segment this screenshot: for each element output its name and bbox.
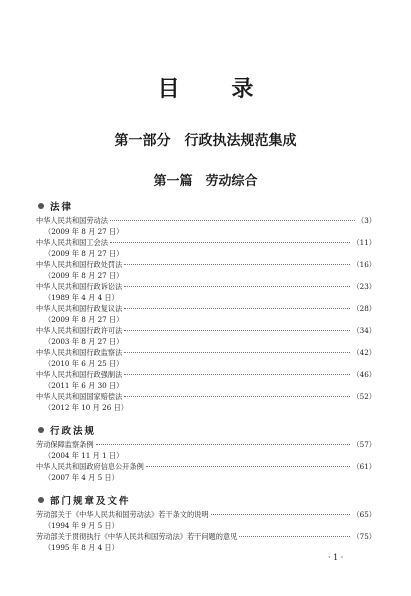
bullet-icon xyxy=(38,427,44,433)
toc-entry-title: 中华人民共和国行政处罚法 xyxy=(36,260,123,269)
dot-leader xyxy=(124,301,350,309)
dot-leader xyxy=(239,529,350,537)
toc-entry[interactable] xyxy=(36,509,376,531)
bullet-icon xyxy=(38,497,44,503)
page-number: · 1 · xyxy=(328,553,344,562)
dot-leader xyxy=(211,507,351,515)
toc-entry-date: （1989 年 4 月 4 日） xyxy=(44,293,119,302)
toc-entry-date: （2009 年 8 月 27 日） xyxy=(44,271,124,280)
toc-entry-date: （2007 年 4 月 5 日） xyxy=(44,473,119,482)
toc-entry[interactable] xyxy=(36,303,376,325)
dot-leader xyxy=(96,437,351,445)
toc-entry-title: 中华人民共和国行政监察法 xyxy=(36,348,123,357)
toc-entry-line xyxy=(36,531,376,542)
dot-leader xyxy=(124,323,350,331)
part-heading: 第一部分 行政执法规范集成 xyxy=(114,133,297,149)
toc-entry-title: 中华人民共和国工会法 xyxy=(36,238,108,247)
toc-entry-date: （1995 年 8 月 4 日） xyxy=(44,543,119,552)
toc-entry[interactable] xyxy=(36,259,376,281)
toc-entry-page: （61） xyxy=(352,462,376,471)
dot-leader xyxy=(124,257,350,265)
section-spacer xyxy=(36,413,376,419)
toc-entry-page: （42） xyxy=(352,348,376,357)
toc-entry-line xyxy=(36,439,376,450)
dot-leader xyxy=(124,279,350,287)
toc-entry-line xyxy=(36,281,376,292)
toc-entry-page: （11） xyxy=(352,238,376,247)
toc-entry[interactable] xyxy=(36,369,376,391)
section-heading xyxy=(36,423,376,437)
toc-entry-line xyxy=(36,347,376,358)
dot-leader xyxy=(110,235,351,243)
toc-entry-line xyxy=(36,237,376,248)
toc-entry-line xyxy=(36,303,376,314)
section-heading-label: 行政法规 xyxy=(50,426,97,437)
toc-entry[interactable] xyxy=(36,439,376,461)
dot-leader xyxy=(110,213,355,221)
table-of-contents xyxy=(36,195,376,553)
toc-entry-title: 中华人民共和国政府信息公开条例 xyxy=(36,462,144,471)
toc-entry-line xyxy=(36,259,376,270)
toc-entry-page: （52） xyxy=(352,392,376,401)
toc-entry-page: （28） xyxy=(352,304,376,313)
section-heading-label: 部门规章及文件 xyxy=(50,496,131,507)
toc-entry[interactable] xyxy=(36,461,376,483)
toc-entry-page: （57） xyxy=(352,440,376,449)
toc-entry-page: （16） xyxy=(352,260,376,269)
section-heading xyxy=(36,493,376,507)
toc-entry-date: （2011 年 6 月 30 日） xyxy=(44,381,124,390)
toc-entry-date: （2004 年 11 月 1 日） xyxy=(44,451,124,460)
toc-entry-title: 中华人民共和国国家赔偿法 xyxy=(36,392,123,401)
toc-entry-line xyxy=(36,509,376,520)
toc-entry-page: （23） xyxy=(352,282,376,291)
toc-entry[interactable] xyxy=(36,347,376,369)
toc-entry-page: （65） xyxy=(352,510,376,519)
toc-entry-page: （75） xyxy=(352,532,376,541)
toc-entry-line xyxy=(36,215,376,226)
toc-entry[interactable] xyxy=(36,215,376,237)
toc-entry-title: 中华人民共和国行政强制法 xyxy=(36,370,123,379)
dot-leader xyxy=(124,389,350,397)
section-heading-label: 法律 xyxy=(50,202,74,213)
toc-entry-title: 中华人民共和国行政许可法 xyxy=(36,326,123,335)
toc-entry[interactable] xyxy=(36,237,376,259)
toc-entry-date: （2009 年 8 月 27 日） xyxy=(44,227,124,236)
toc-entry-date: （2009 年 8 月 27 日） xyxy=(44,249,124,258)
toc-entry-page: （34） xyxy=(352,326,376,335)
toc-entry-title: 劳动部关于贯彻执行《中华人民共和国劳动法》若干问题的意见 xyxy=(36,532,238,541)
toc-entry-page: （3） xyxy=(357,216,376,225)
toc-entry-line xyxy=(36,461,376,472)
toc-entry-date: （2010 年 6 月 25 日） xyxy=(44,359,124,368)
chapter-heading: 第一篇 劳动综合 xyxy=(153,174,258,189)
toc-entry-date: （2012 年 10 月 26 日） xyxy=(44,403,128,412)
page-title: 目 录 xyxy=(157,76,276,102)
toc-entry-line xyxy=(36,325,376,336)
toc-entry-date: （1994 年 9 月 5 日） xyxy=(44,521,119,530)
toc-entry-date: （2003 年 8 月 27 日） xyxy=(44,337,124,346)
toc-entry-page: （46） xyxy=(352,370,376,379)
dot-leader xyxy=(124,345,350,353)
toc-entry-line xyxy=(36,369,376,380)
dot-leader xyxy=(124,367,350,375)
toc-entry-title: 中华人民共和国行政诉讼法 xyxy=(36,282,123,291)
toc-entry-date: （2009 年 8 月 27 日） xyxy=(44,315,124,324)
dot-leader xyxy=(146,459,351,467)
toc-entry-title: 中华人民共和国行政复议法 xyxy=(36,304,123,313)
section-spacer xyxy=(36,483,376,489)
toc-entry-title: 中华人民共和国劳动法 xyxy=(36,216,108,225)
toc-entry[interactable] xyxy=(36,531,376,553)
bullet-icon xyxy=(38,203,44,209)
toc-entry[interactable] xyxy=(36,391,376,413)
toc-entry-title: 劳动保障监察条例 xyxy=(36,440,94,449)
toc-entry[interactable] xyxy=(36,281,376,303)
toc-entry[interactable] xyxy=(36,325,376,347)
section-heading xyxy=(36,199,376,213)
toc-entry-title: 劳动部关于《中华人民共和国劳动法》若干条文的说明 xyxy=(36,510,209,519)
toc-entry-line xyxy=(36,391,376,402)
